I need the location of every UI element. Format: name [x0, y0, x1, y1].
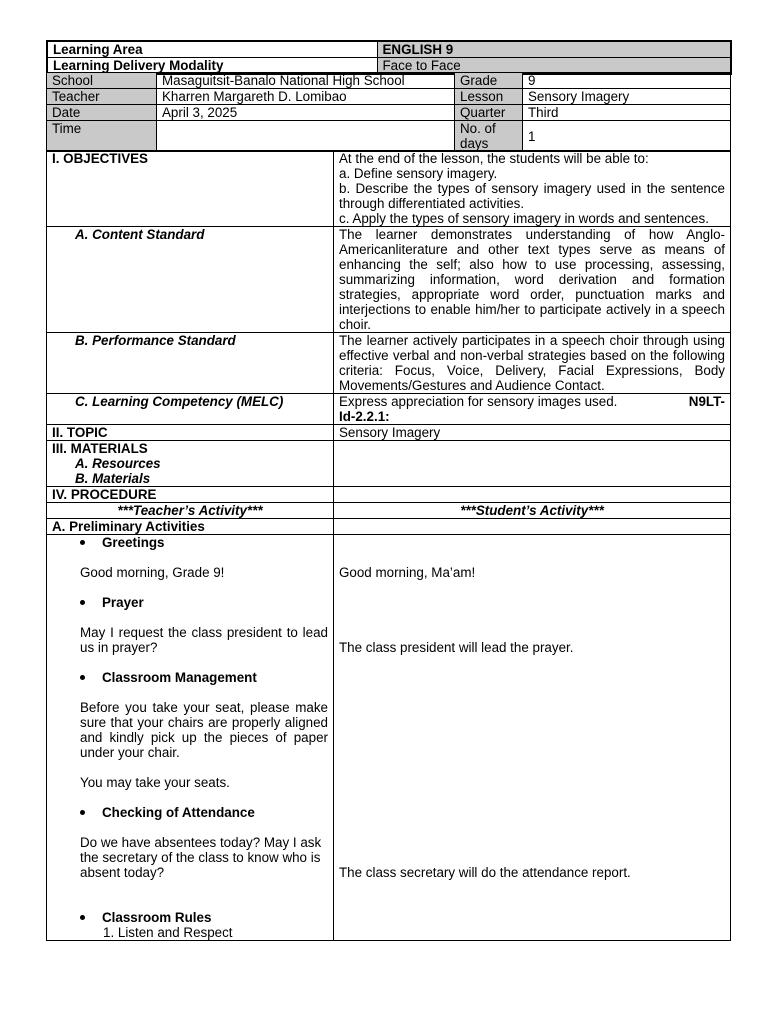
performance-standard-text: The learner actively participates in a speech choir through using effective verbal and non-verbal strategies based on the following criteria: Focus, Voice, Delivery, Facial Expressions, Body Movements/Gestures and Audience Contact.: [334, 333, 731, 394]
materials-sub-label: B. Materials: [75, 471, 151, 486]
teacher-activity-header: ***Teacher’s Activity***: [47, 503, 334, 519]
student-activity-header: ***Student’s Activity***: [334, 503, 731, 519]
lesson-plan-table: [46, 150, 731, 941]
competency-label: C. Learning Competency (MELC): [47, 394, 334, 425]
quarter-value: Third: [523, 105, 731, 121]
attendance-heading: Checking of Attendance: [80, 805, 328, 820]
seats-teacher: You may take your seats.: [80, 775, 230, 790]
info-table: [46, 72, 731, 152]
time-label: Time: [47, 121, 157, 152]
lesson-value: Sensory Imagery: [523, 89, 731, 105]
bullet-icon: [80, 810, 85, 815]
time-value: [157, 121, 455, 152]
prayer-heading: Prayer: [80, 595, 328, 610]
procedure-value: [334, 487, 731, 503]
student-activity-column: [334, 535, 731, 941]
objective-a: a. Define sensory imagery.: [339, 166, 498, 181]
days-label: No. of days: [455, 121, 523, 152]
bullet-icon: [80, 915, 85, 920]
objective-c: c. Apply the types of sensory imagery in words and sentences.: [339, 211, 709, 226]
lesson-label: Lesson: [455, 89, 523, 105]
attendance-teacher: Do we have absentees today? May I ask the secretary of the class to know who is absent today?: [80, 835, 322, 880]
competency-code-start: N9LT-: [688, 394, 725, 409]
materials-content: [47, 441, 334, 487]
performance-standard-label: B. Performance Standard: [47, 333, 334, 394]
greetings-heading: Greetings: [80, 535, 328, 550]
resources-label: A. Resources: [75, 456, 161, 471]
competency-text: Express appreciation for sensory images used.: [339, 394, 618, 409]
learning-area-value: ENGLISH 9: [377, 41, 731, 58]
rules-heading: Classroom Rules: [80, 910, 328, 925]
prayer-teacher: May I request the class president to lead us in prayer?: [80, 625, 328, 655]
attendance-student: The class secretary will do the attendance report.: [339, 865, 631, 880]
grade-value: 9: [523, 73, 731, 89]
rule-1: 1. Listen and Respect: [103, 925, 233, 940]
modality-value: Face to Face: [377, 58, 731, 75]
competency-code: Id-2.2.1:: [339, 409, 390, 424]
greet-teacher: Good morning, Grade 9!: [80, 565, 225, 580]
school-label: School: [47, 73, 157, 89]
teacher-label: Teacher: [47, 89, 157, 105]
bullet-icon: [80, 675, 85, 680]
grade-label: Grade: [455, 73, 523, 89]
learning-area-label: Learning Area: [47, 41, 377, 58]
modality-label: Learning Delivery Modality: [47, 58, 377, 75]
date-value: April 3, 2025: [157, 105, 455, 121]
objectives-content: [334, 151, 731, 227]
content-standard-text: The learner demonstrates understanding of how Anglo-Americanliterature and other text types serve as means of enhancing the self; also how to use processing, assessing, summarizing information, word derivation and formation strategies, appropriate word order, punctuation marks and interjections to enable him/her to participate actively in a speech choir.: [334, 227, 731, 333]
objectives-label: I. OBJECTIVES: [47, 151, 334, 227]
objective-b: b. Describe the types of sensory imagery used in the sentence through differentiated activities.: [339, 181, 725, 211]
objectives-intro: At the end of the lesson, the students will be able to:: [339, 151, 649, 166]
teacher-activity-column: [47, 535, 334, 941]
teacher-value: Kharren Margareth D. Lomibao: [157, 89, 455, 105]
preliminary-value: [334, 519, 731, 535]
procedure-label: IV. PROCEDURE: [47, 487, 334, 503]
preliminary-label: A. Preliminary Activities: [47, 519, 334, 535]
management-teacher: Before you take your seat, please make sure that your chairs are properly aligned and kindly pick up the pieces of paper under your chair.: [80, 700, 328, 760]
content-standard-label: A. Content Standard: [47, 227, 334, 333]
date-label: Date: [47, 105, 157, 121]
header-table: [46, 40, 732, 75]
days-value: 1: [523, 121, 731, 152]
materials-value: [334, 441, 731, 487]
materials-label: III. MATERIALS: [52, 441, 148, 456]
management-heading: Classroom Management: [80, 670, 328, 685]
competency-content: [334, 394, 731, 425]
topic-label: II. TOPIC: [47, 425, 334, 441]
topic-value: Sensory Imagery: [334, 425, 731, 441]
prayer-student: The class president will lead the prayer.: [339, 640, 574, 655]
school-value: Masaguitsit-Banalo National High School: [157, 73, 455, 89]
greet-student: Good morning, Ma’am!: [339, 565, 476, 580]
quarter-label: Quarter: [455, 105, 523, 121]
bullet-icon: [80, 600, 85, 605]
bullet-icon: [80, 540, 85, 545]
